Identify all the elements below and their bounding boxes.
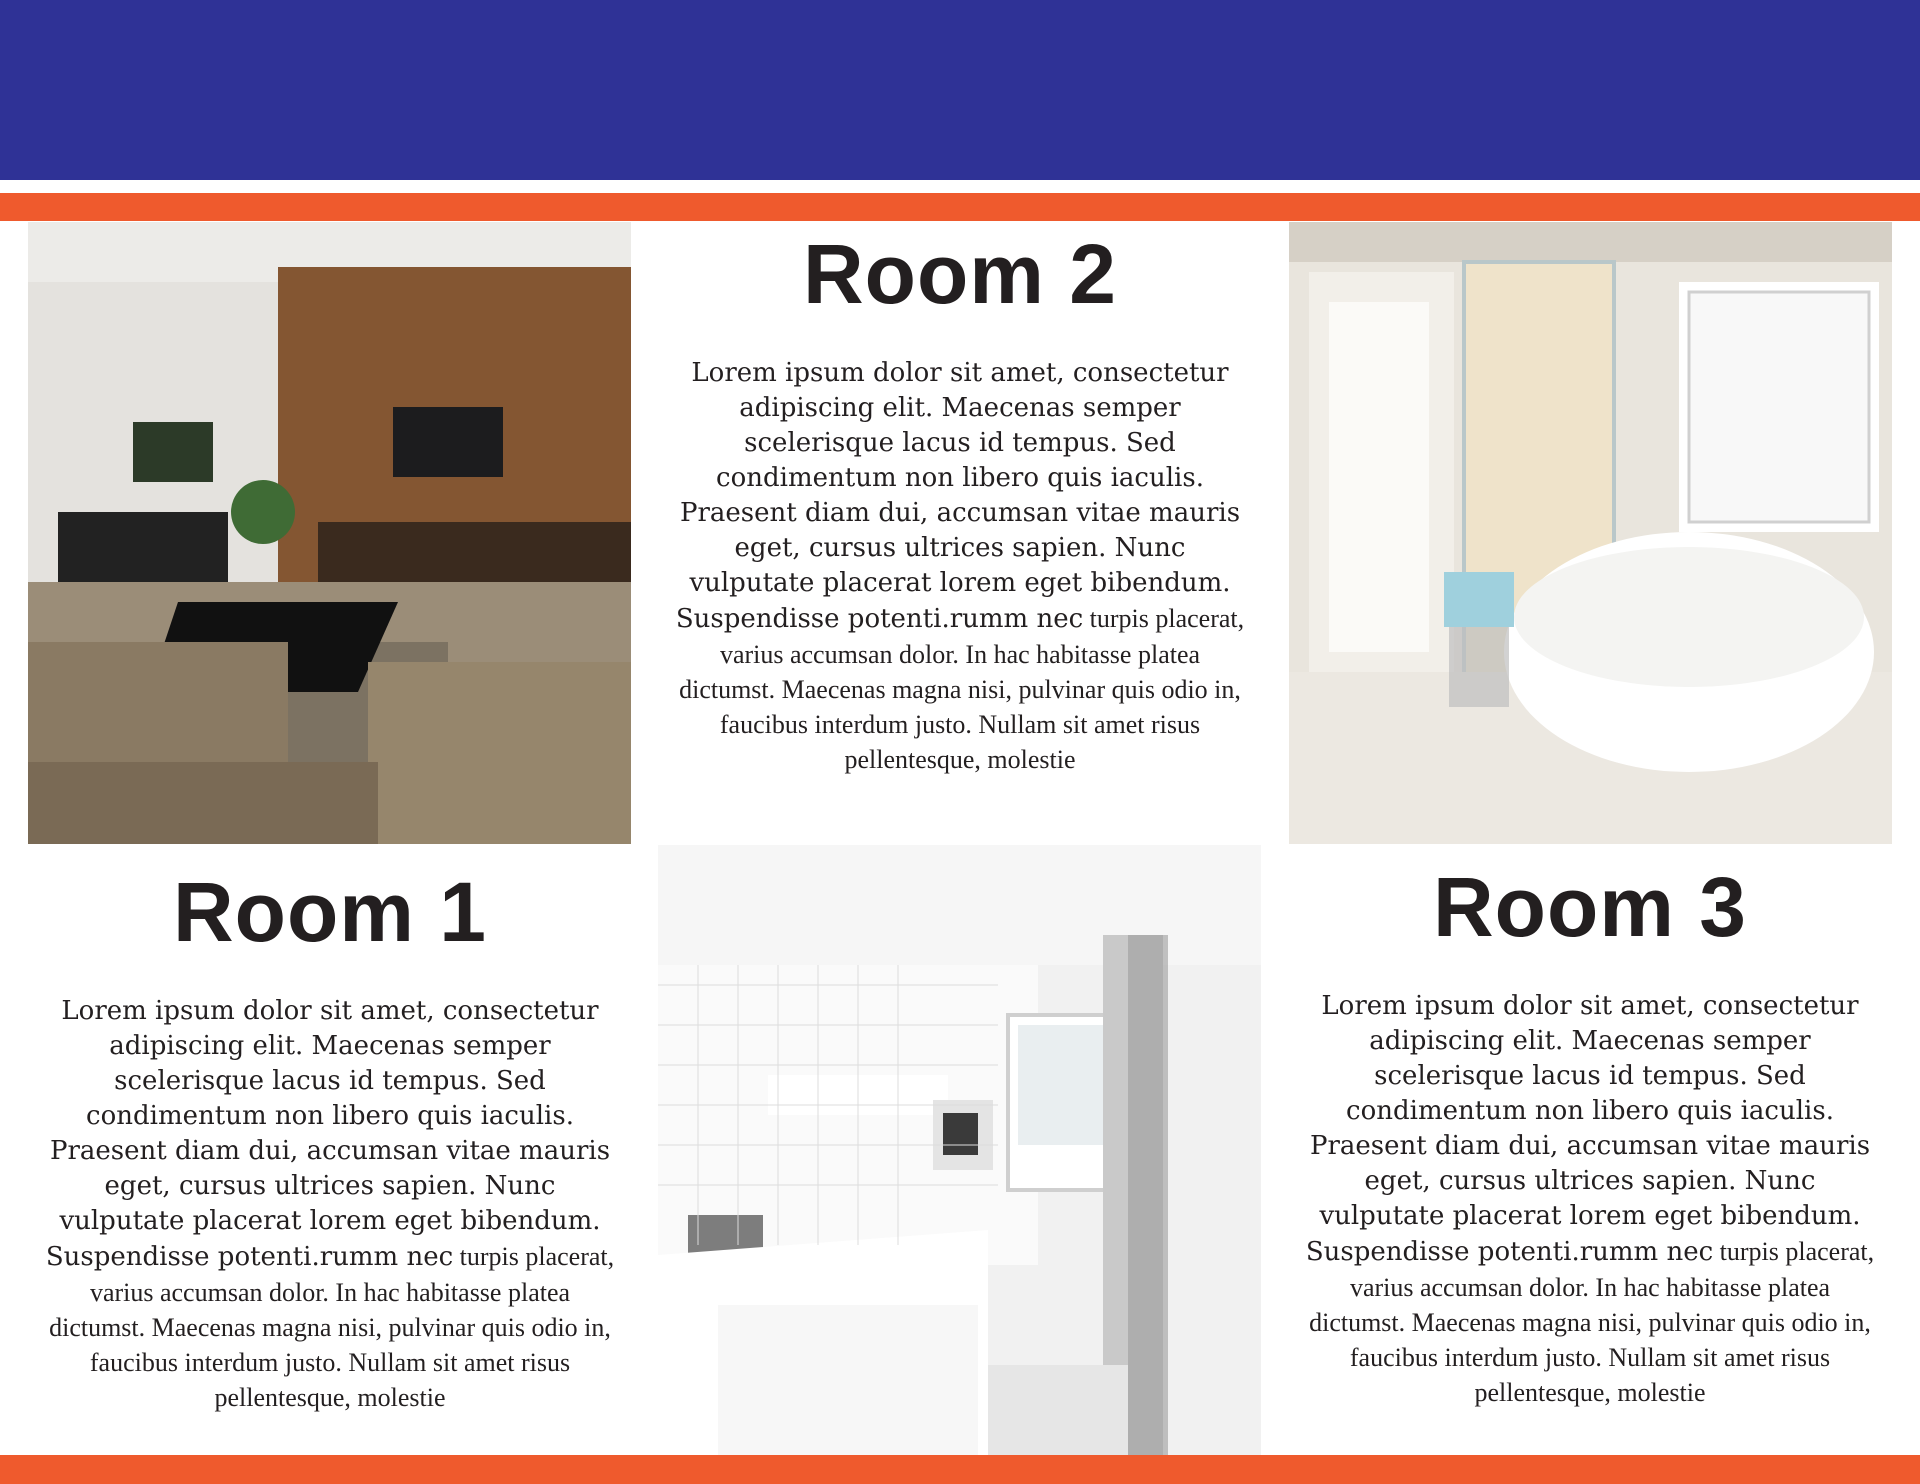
room-2-title: Room 2 bbox=[802, 227, 1118, 321]
room-2-description bbox=[660, 356, 1260, 777]
room-1-block bbox=[30, 865, 630, 1415]
bathroom-photo bbox=[1289, 222, 1892, 844]
room-3-title: Room 3 bbox=[1432, 860, 1748, 954]
room-1-text-primary: Lorem ipsum dolor sit amet, consectetur adipiscing elit. Maecenas semper scelerisque lacus id tempus. Sed condimentum non libero quis iaculis. Praesent diam dui, accumsan vitae mauris eget, cursus ultrices sapien. Nunc vulputate placerat lorem eget bibendum. Suspendisse potenti.rumm nec bbox=[45, 996, 611, 1272]
accent-stripe-bottom bbox=[0, 1455, 1920, 1484]
room-1-text-secondary: turpis placerat, varius accumsan dolor. In hac habitasse platea dictumst. Maecenas magna nisi, pulvinar quis odio in, faucibus interdum justo. Nullam sit amet risus pellentesque, molestie bbox=[49, 1242, 615, 1412]
room-3-text-secondary: turpis placerat, varius accumsan dolor. In hac habitasse platea dictumst. Maecenas magna nisi, pulvinar quis odio in, faucibus interdum justo. Nullam sit amet risus pellentesque, molestie bbox=[1309, 1237, 1875, 1407]
room-3-description bbox=[1290, 989, 1890, 1410]
room-2-text-secondary: turpis placerat, varius accumsan dolor. In hac habitasse platea dictumst. Maecenas magna nisi, pulvinar quis odio in, faucibus interdum justo. Nullam sit amet risus pellentesque, molestie bbox=[679, 604, 1245, 774]
room-2-block bbox=[660, 227, 1260, 777]
header-band bbox=[0, 0, 1920, 180]
accent-stripe-top bbox=[0, 193, 1920, 221]
room-1-description bbox=[30, 994, 630, 1415]
living-room-photo bbox=[28, 222, 631, 844]
room-3-block bbox=[1290, 860, 1890, 1410]
room-1-title: Room 1 bbox=[172, 865, 488, 959]
kitchen-photo bbox=[658, 845, 1261, 1455]
room-3-text-primary: Lorem ipsum dolor sit amet, consectetur adipiscing elit. Maecenas semper scelerisque lacus id tempus. Sed condimentum non libero quis iaculis. Praesent diam dui, accumsan vitae mauris eget, cursus ultrices sapien. Nunc vulputate placerat lorem eget bibendum. Suspendisse potenti.rumm nec bbox=[1305, 991, 1871, 1267]
room-2-text-primary: Lorem ipsum dolor sit amet, consectetur adipiscing elit. Maecenas semper scelerisque lacus id tempus. Sed condimentum non libero quis iaculis. Praesent diam dui, accumsan vitae mauris eget, cursus ultrices sapien. Nunc vulputate placerat lorem eget bibendum. Suspendisse potenti.rumm nec bbox=[675, 358, 1241, 634]
